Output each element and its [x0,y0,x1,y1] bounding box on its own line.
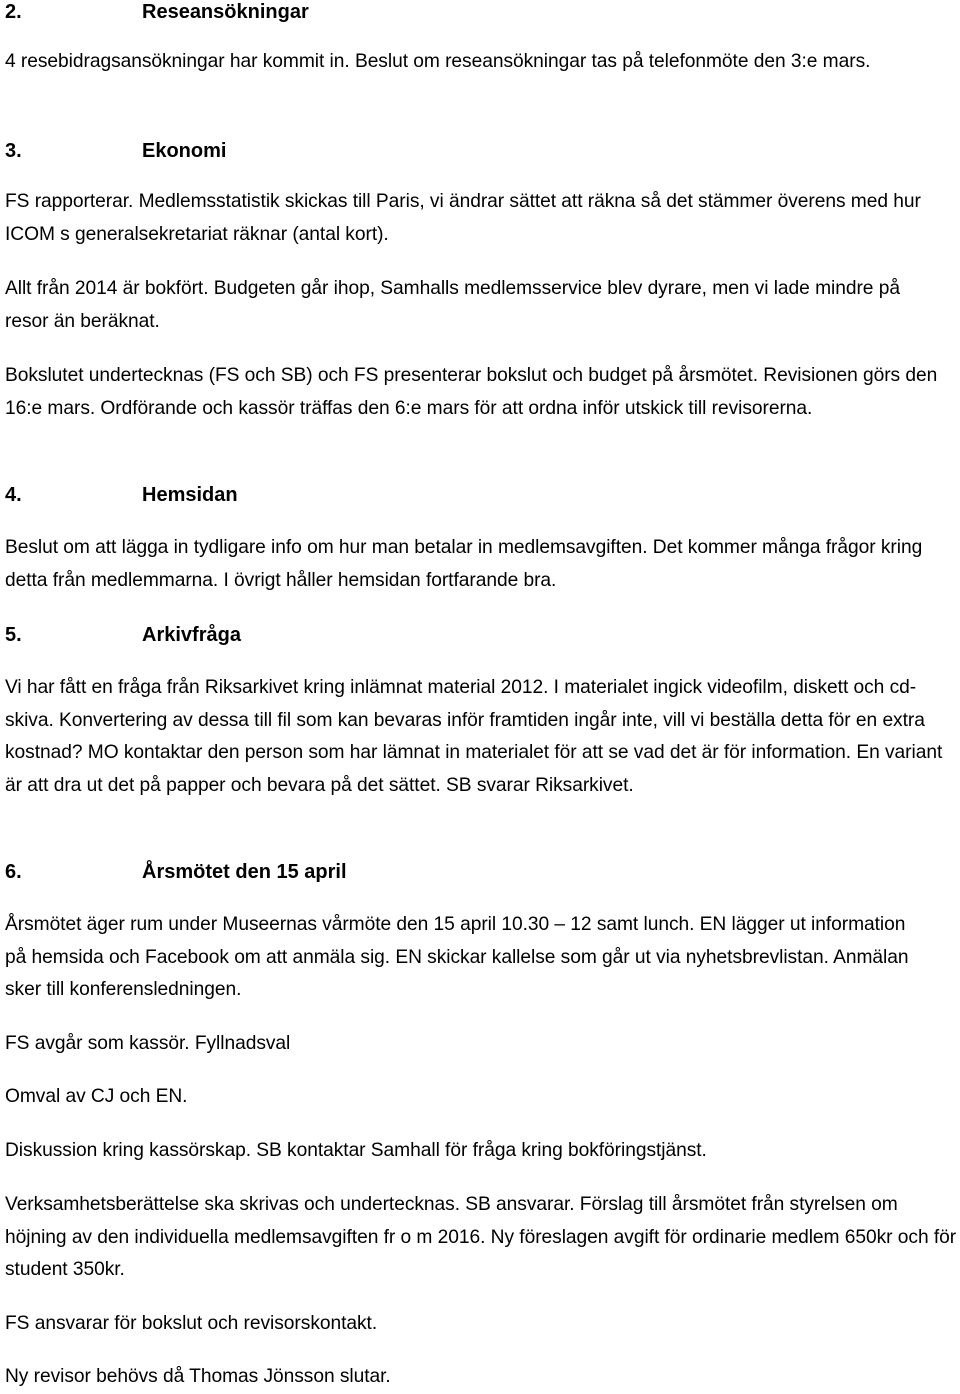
paragraph: Allt från 2014 är bokfört. Budgeten går ihop, Samhalls medlemsservice blev dyrare, men vi lade mindre på resor än beräknat. [5,278,900,332]
section-title: Reseansökningar [142,1,309,23]
section-heading-reseansokningar [5,0,309,24]
paragraph: Omval av CJ och EN. [5,1086,188,1107]
paragraph: FS ansvarar för bokslut och revisorskontakt. [5,1313,378,1334]
section-number: 3. [5,140,22,162]
section-number: 2. [5,1,22,23]
section-heading-hemsidan [5,483,238,507]
section-title: Årsmötet den 15 april [142,861,347,883]
paragraph: Vi har fått en fråga från Riksarkivet kring inlämnat material 2012. I materialet ingick videofilm, diskett och cd-skiva. Konvertering av dessa till fil som kan bevaras inför framtiden ingår inte, vill vi beställa detta för en extra kostnad? MO kontaktar den person som har lämnat in materialet för att se vad det är för information. En variant är att dra ut det på papper och bevara på det sättet. SB svarar Riksarkivet. [5,677,943,796]
paragraph: Verksamhetsberättelse ska skrivas och undertecknas. SB ansvarar. Förslag till årsmötet från styrelsen om höjning av den individuella medlemsavgiften fr o m 2016. Ny föreslagen avgift för ordinarie medlem 650kr och för student 350kr. [5,1194,957,1280]
section-heading-arsmotet [5,860,347,884]
section-number: 4. [5,484,22,506]
paragraph: Årsmötet äger rum under Museernas vårmöte den 15 april 10.30 – 12 samt lunch. EN lägger ut information på hemsida och Facebook om att anmäla sig. EN skickar kallelse som går ut via nyhetsbrevlistan. Anmälan sker till konferensledningen. [5,914,909,1000]
section-heading-ekonomi [5,139,226,163]
paragraph: Ny revisor behövs då Thomas Jönsson slutar. [5,1366,391,1387]
section-number: 6. [5,861,22,883]
section-number: 5. [5,624,22,646]
section-heading-arkivfraga [5,623,241,647]
paragraph: FS avgår som kassör. Fyllnadsval [5,1033,291,1054]
section-title: Hemsidan [142,484,238,506]
paragraph: Beslut om att lägga in tydligare info om hur man betalar in medlemsavgiften. Det kommer många frågor kring detta från medlemmarna. I övrigt håller hemsidan fortfarande bra. [5,537,923,591]
paragraph: Bokslutet undertecknas (FS och SB) och FS presenterar bokslut och budget på årsmötet. Revisionen görs den 16:e mars. Ordförande och kassör träffas den 6:e mars för att ordna inför utskick till revisorerna. [5,365,938,419]
section-title: Ekonomi [142,140,227,162]
paragraph: FS rapporterar. Medlemsstatistik skickas till Paris, vi ändrar sättet att räkna så det stämmer överens med hur ICOM s generalsekretariat räknar (antal kort). [5,191,921,245]
paragraph: Diskussion kring kassörskap. SB kontaktar Samhall för fråga kring bokföringstjänst. [5,1140,707,1161]
paragraph: 4 resebidragsansökningar har kommit in. Beslut om reseansökningar tas på telefonmöte den 3:e mars. [5,51,871,72]
section-title: Arkivfråga [142,624,241,646]
